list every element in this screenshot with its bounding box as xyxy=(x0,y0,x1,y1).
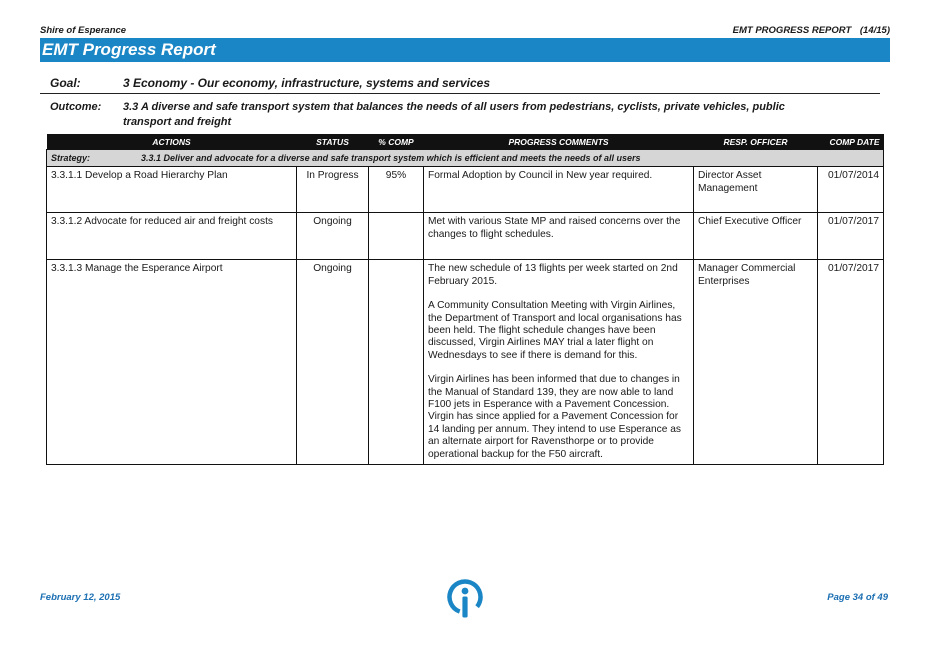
shire-logo-graphic xyxy=(443,578,487,620)
comments-cell xyxy=(424,167,694,213)
officer-cell: Manager Commercial Enterprises xyxy=(694,260,818,465)
status-cell: Ongoing xyxy=(297,213,369,260)
comments-cell xyxy=(424,260,694,465)
action-cell: 3.3.1.1 Develop a Road Hierarchy Plan xyxy=(47,167,297,213)
footer-date: February 12, 2015 xyxy=(40,592,121,603)
table-row xyxy=(47,213,884,260)
col-header-status: STATUS xyxy=(297,134,369,150)
goal-text: 3 Economy - Our economy, infrastructure, systems and services xyxy=(123,76,491,90)
page-header xyxy=(40,25,890,37)
comments-cell xyxy=(424,213,694,260)
comment-paragraph: Formal Adoption by Council in New year required. xyxy=(428,170,653,182)
section-pages: (14/15) xyxy=(859,25,890,36)
comment-paragraph: Met with various State MP and raised concerns over the changes to flight schedules. xyxy=(428,216,681,240)
col-header-actions: ACTIONS xyxy=(47,134,297,150)
organisation-name: Shire of Esperance xyxy=(40,25,127,36)
shire-logo-icon xyxy=(443,578,487,620)
comp-date-cell: 01/07/2014 xyxy=(818,167,884,213)
comp-date-cell: 01/07/2017 xyxy=(818,213,884,260)
action-cell: 3.3.1.3 Manage the Esperance Airport xyxy=(47,260,297,465)
col-header-resp-officer: RESP. OFFICER xyxy=(694,134,818,150)
col-header-progress-comments: PROGRESS COMMENTS xyxy=(424,134,694,150)
comp-date-cell: 01/07/2017 xyxy=(818,260,884,465)
pct-comp-cell: 95% xyxy=(369,167,424,213)
report-banner: EMT Progress Report xyxy=(40,38,890,62)
pct-comp-cell xyxy=(369,213,424,260)
comment-paragraph: A Community Consultation Meeting with Virgin Airlines, the Department of Transport and local organisations has been held. The flight schedule changes have been discussed, Virgin Airlines MAY trial a later flight on Wednesdays to see if there is demand for this. xyxy=(428,300,682,361)
table-row xyxy=(47,167,884,213)
strategy-cell xyxy=(47,150,884,167)
col-header-pct-comp: % COMP xyxy=(369,134,424,150)
action-cell: 3.3.1.2 Advocate for reduced air and freight costs xyxy=(47,213,297,260)
table-row xyxy=(47,260,884,465)
comment-paragraph: Virgin Airlines has been informed that due to changes in the Manual of Standard 139, they are now able to land F100 jets in Esperance with a Pavement Concession. Virgin has since applied for a Pavement Concession for 14 landing per annum. They intend to use Esperance as an alternate airport for Ravensthorpe or to provide operational backup for the F50 aircraft. xyxy=(428,374,681,460)
strategy-row xyxy=(47,150,884,167)
strategy-label: Strategy: xyxy=(51,153,91,163)
table-header-row xyxy=(47,134,884,150)
outcome-label: Outcome: xyxy=(50,101,102,113)
progress-table xyxy=(46,134,884,465)
footer-page-number: Page 34 of 49 xyxy=(827,592,888,603)
officer-cell: Chief Executive Officer xyxy=(694,213,818,260)
col-header-comp-date: COMP DATE xyxy=(818,134,884,150)
status-cell: Ongoing xyxy=(297,260,369,465)
status-cell: In Progress xyxy=(297,167,369,213)
goal-label: Goal: xyxy=(50,76,81,90)
report-title: EMT PROGRESS REPORT xyxy=(732,25,852,36)
outcome-text: 3.3 A diverse and safe transport system that balances the needs of all users from pedestrians, cyclists, private vehicles, public transport and freight xyxy=(123,101,785,128)
officer-cell: Director Asset Management xyxy=(694,167,818,213)
report-title-header xyxy=(727,25,890,36)
strategy-text: 3.3.1 Deliver and advocate for a diverse and safe transport system which is efficient and meets the needs of all users xyxy=(141,153,641,163)
goal-line xyxy=(40,76,880,94)
pct-comp-cell xyxy=(369,260,424,465)
comment-paragraph: The new schedule of 13 flights per week started on 2nd February 2015. xyxy=(428,263,678,287)
